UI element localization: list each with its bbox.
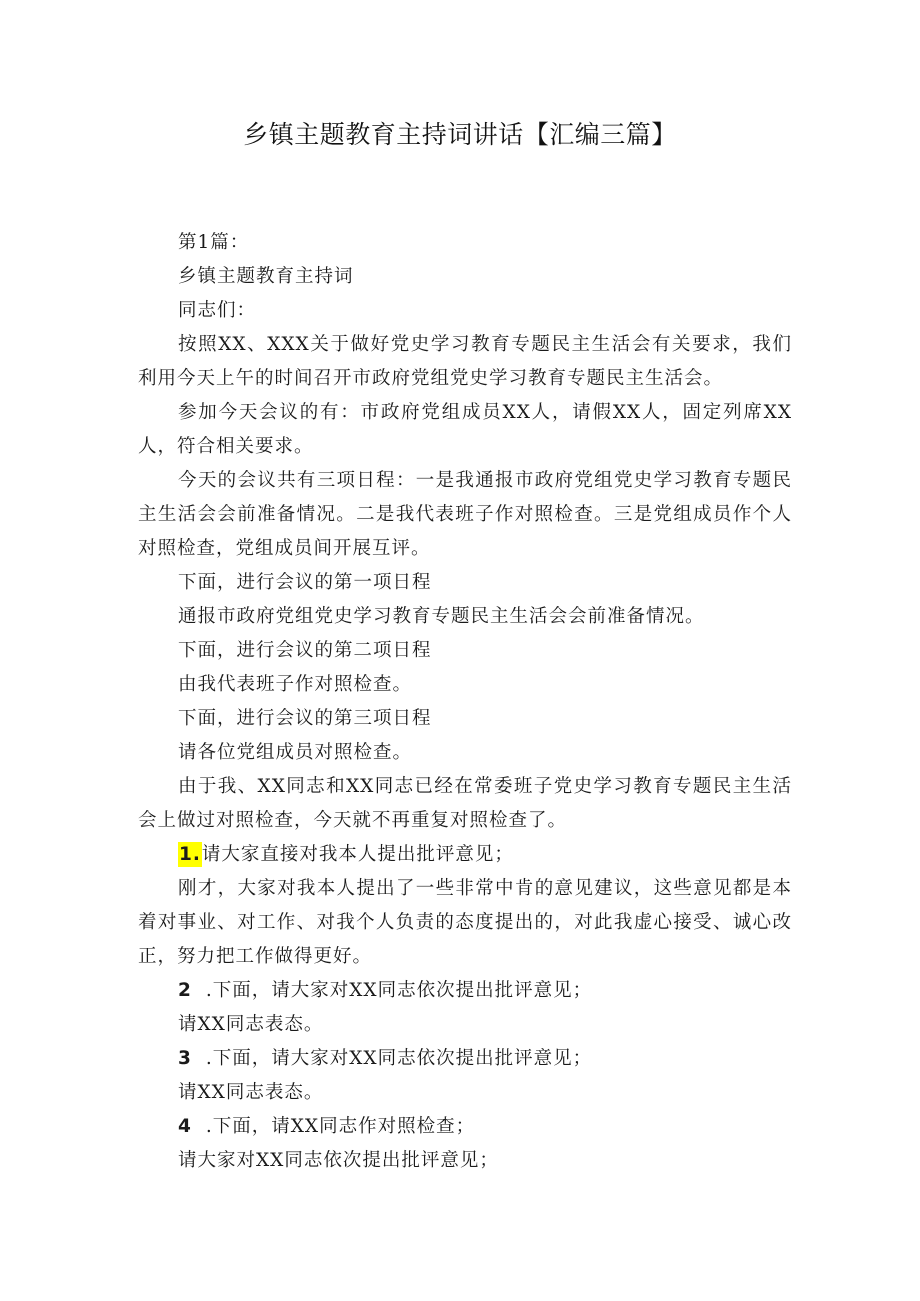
salutation: 同志们： (178, 300, 257, 321)
paragraph: 由我代表班子作对照检查。 (178, 674, 413, 695)
list-item (138, 838, 792, 872)
list-item-text: .下面，请大家对XX同志依次提出批评意见； (205, 1048, 593, 1069)
paragraph: 由于我、XX同志和XX同志已经在常委班子党史学习教育专题民主生活会上做过对照检查，今天就不再重复对照检查了。 (138, 776, 792, 831)
list-item (138, 1110, 792, 1144)
document-body (138, 226, 792, 1178)
paragraph: 今天的会议共有三项日程：一是我通报市政府党组党史学习教育专题民主生活会会前准备情况。二是我代表班子作对照检查。三是党组成员作个人对照检查，党组成员间开展互评。 (138, 470, 792, 559)
highlighted-list-number: 1. (179, 844, 201, 865)
paragraph: 参加今天会议的有：市政府党组成员XX人，请假XX人，固定列席XX人，符合相关要求。 (138, 402, 792, 457)
paragraph: 请大家对XX同志依次提出批评意见； (178, 1150, 499, 1171)
paragraph: 下面，进行会议的第三项日程 (178, 708, 432, 729)
list-number: 2 (178, 980, 192, 1001)
paragraph: 按照XX、XXX关于做好党史学习教育专题民主生活会有关要求，我们利用今天上午的时间召开市政府党组党史学习教育专题民主生活会。 (138, 334, 792, 389)
paragraph: 请各位党组成员对照检查。 (178, 742, 413, 763)
section-subtitle: 乡镇主题教育主持词 (178, 266, 354, 287)
list-item-text: 请大家直接对我本人提出批评意见； (201, 844, 514, 865)
paragraph: 下面，进行会议的第二项日程 (178, 640, 432, 661)
section-heading: 第1篇： (178, 232, 250, 253)
paragraph: 下面，进行会议的第一项日程 (178, 572, 432, 593)
paragraph: 请XX同志表态。 (178, 1082, 324, 1103)
document-title: 乡镇主题教育主持词讲话【汇编三篇】 (243, 120, 677, 149)
paragraph: 通报市政府党组党史学习教育专题民主生活会会前准备情况。 (178, 606, 705, 627)
list-item (138, 1042, 792, 1076)
list-item (138, 974, 792, 1008)
list-item-text: .下面，请XX同志作对照检查； (205, 1116, 476, 1137)
list-number: 3 (178, 1048, 192, 1069)
paragraph: 请XX同志表态。 (178, 1014, 324, 1035)
list-item-text: .下面，请大家对XX同志依次提出批评意见； (205, 980, 593, 1001)
list-number: 4 (178, 1116, 192, 1137)
paragraph: 刚才，大家对我本人提出了一些非常中肯的意见建议，这些意见都是本着对事业、对工作、对我个人负责的态度提出的，对此我虚心接受、诚心改正，努力把工作做得更好。 (138, 878, 792, 967)
